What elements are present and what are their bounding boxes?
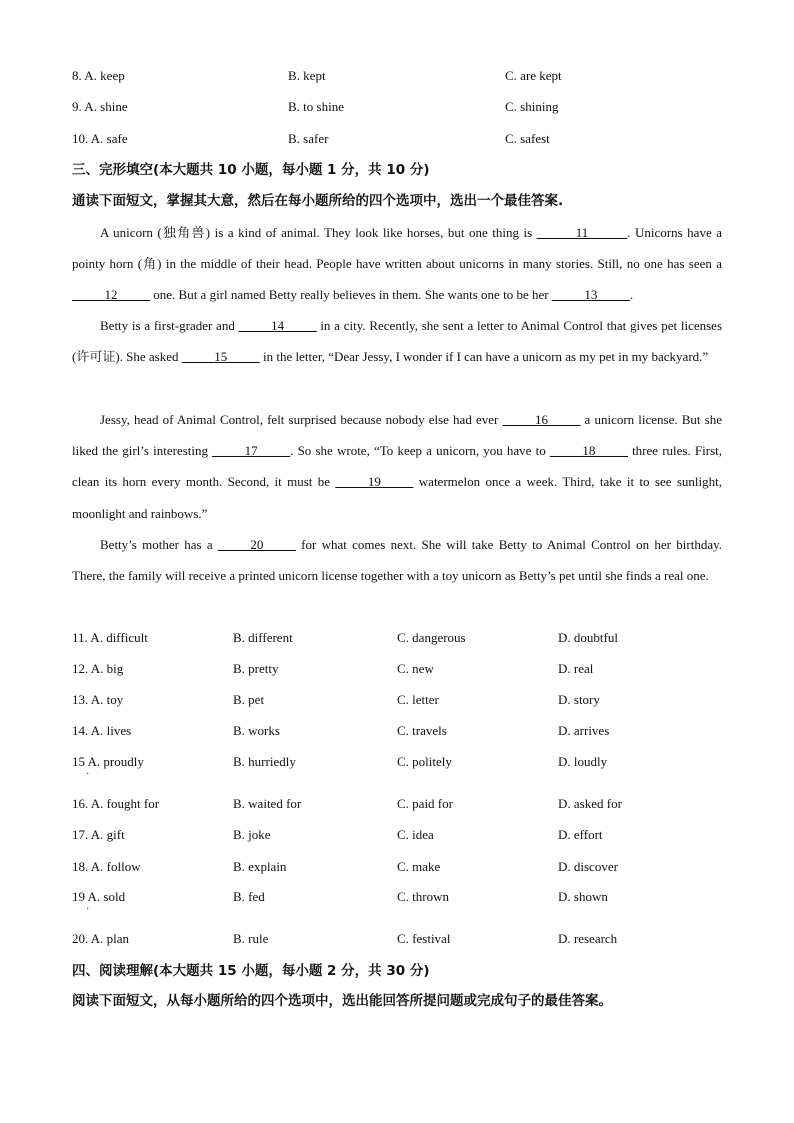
q19-stray-dot: · <box>86 904 90 915</box>
q18-option-a: 18. A. follow <box>72 859 141 874</box>
blank-18: _____18_____ <box>549 443 628 459</box>
blank-14: _____14_____ <box>238 318 317 333</box>
q11-option-d: D. doubtful <box>558 630 618 645</box>
blank-17: _____17_____ <box>212 443 291 459</box>
q11-option-c: C. dangerous <box>397 630 466 645</box>
section3-instruction: 通读下面短文，掌握其大意，然后在每小题所给的四个选项中，选出一个最佳答案. <box>72 193 564 209</box>
q13-option-c: C. letter <box>397 692 439 707</box>
passage-paragraph-1: A unicorn (独角兽) is a kind of animal. They look like horses, but one thing is ______11______. Unicorns have a pointy horn (角) in the middle of their head. People have written about unicorns in many stories. Still, no one has seen a _____12_____ one. But a girl named Betty really believes in them. She wants one to be her _____13_____. <box>72 225 723 303</box>
q15-option-b: B. hurriedly <box>233 754 296 769</box>
option-10a: 10. A. safe <box>72 131 128 146</box>
q20-option-c: C. festival <box>397 931 451 946</box>
blank-15: _____15_____ <box>181 349 260 365</box>
q17-option-d: D. effort <box>558 827 603 842</box>
blank-13: _____13_____ <box>551 287 630 303</box>
blank-20: _____20_____ <box>217 537 296 552</box>
blank-16: _____16_____ <box>502 412 581 427</box>
q18-option-d: D. discover <box>558 859 618 874</box>
option-8b: B. kept <box>288 68 326 83</box>
q15-stray-dot: · <box>86 769 90 780</box>
q12-option-c: C. new <box>397 661 434 676</box>
q18-option-b: B. explain <box>233 859 287 874</box>
option-9b: B. to shine <box>288 99 344 114</box>
option-9c: C. shining <box>505 99 559 114</box>
q13-option-b: B. pet <box>233 692 265 707</box>
q13-option-a: 13. A. toy <box>72 692 124 707</box>
section4-heading: 四、阅读理解(本大题共 15 小题，每小题 2 分，共 30 分) <box>72 963 430 979</box>
q16-option-b: B. waited for <box>233 796 302 811</box>
passage-paragraph-2: Betty is a first-grader and _____14_____ in a city. Recently, she sent a letter to Animal Control that gives pet licenses (许可证). She asked _____15_____ in the letter, “Dear Jessy, I wonder if I can have a unicorn as my pet in my backyard.” <box>72 318 722 365</box>
q19-option-a: 19 A. sold <box>72 889 126 904</box>
q17-option-c: C. idea <box>397 827 434 842</box>
q20-option-d: D. research <box>558 931 618 946</box>
option-9a: 9. A. shine <box>72 99 128 114</box>
section3-heading: 三、完形填空(本大题共 10 小题，每小题 1 分，共 10 分) <box>72 162 430 178</box>
q17-option-b: B. joke <box>233 827 271 842</box>
q20-option-b: B. rule <box>233 931 269 946</box>
q16-option-d: D. asked for <box>558 796 622 811</box>
q19-option-b: B. fed <box>233 889 265 904</box>
option-8c: C. are kept <box>505 68 562 83</box>
q14-option-b: B. works <box>233 723 280 738</box>
option-10c: C. safest <box>505 131 550 146</box>
passage-paragraph-4: Betty’s mother has a _____20_____ for what comes next. She will take Betty to Animal Control on her birthday. There, the family will receive a printed unicorn license together with a toy unicorn as Betty’s pet until she finds a real one. <box>72 537 722 584</box>
q13-option-d: D. story <box>558 692 600 707</box>
q20-option-a: 20. A. plan <box>72 931 130 946</box>
q11-option-b: B. different <box>233 630 293 645</box>
blank-19: _____19_____ <box>335 474 414 490</box>
q14-option-d: D. arrives <box>558 723 610 738</box>
q12-option-d: D. real <box>558 661 594 676</box>
q15-option-c: C. politely <box>397 754 452 769</box>
blank-12: _____12_____ <box>72 287 150 303</box>
q17-option-a: 17. A. gift <box>72 827 125 842</box>
q14-option-c: C. travels <box>397 723 447 738</box>
q16-option-c: C. paid for <box>397 796 453 811</box>
q18-option-c: C. make <box>397 859 441 874</box>
passage-paragraph-3: Jessy, head of Animal Control, felt surprised because nobody else had ever _____16_____ a unicorn license. But she liked the girl’s interesting _____17_____. So she wrote, “To keep a unicorn, you have to _____18_____ three rules. First, clean its horn every month. Second, it must be _____19_____ watermelon once a week. Third, take it to see sunlight, moonlight and rainbows.” <box>72 412 723 521</box>
q15-option-d: D. loudly <box>558 754 608 769</box>
option-10b: B. safer <box>288 131 329 146</box>
q14-option-a: 14. A. lives <box>72 723 132 738</box>
blank-11: ______11______ <box>536 225 628 240</box>
q19-option-d: D. shown <box>558 889 608 904</box>
q16-option-a: 16. A. fought for <box>72 796 160 811</box>
q15-option-a: 15 A. proudly <box>72 754 144 769</box>
q11-option-a: 11. A. difficult <box>72 630 148 645</box>
q12-option-a: 12. A. big <box>72 661 124 676</box>
section4-instruction: 阅读下面短文，从每小题所给的四个选项中，选出能回答所提问题或完成句子的最佳答案。 <box>72 993 612 1009</box>
q19-option-c: C. thrown <box>397 889 449 904</box>
option-8a: 8. A. keep <box>72 68 125 83</box>
q12-option-b: B. pretty <box>233 661 279 676</box>
